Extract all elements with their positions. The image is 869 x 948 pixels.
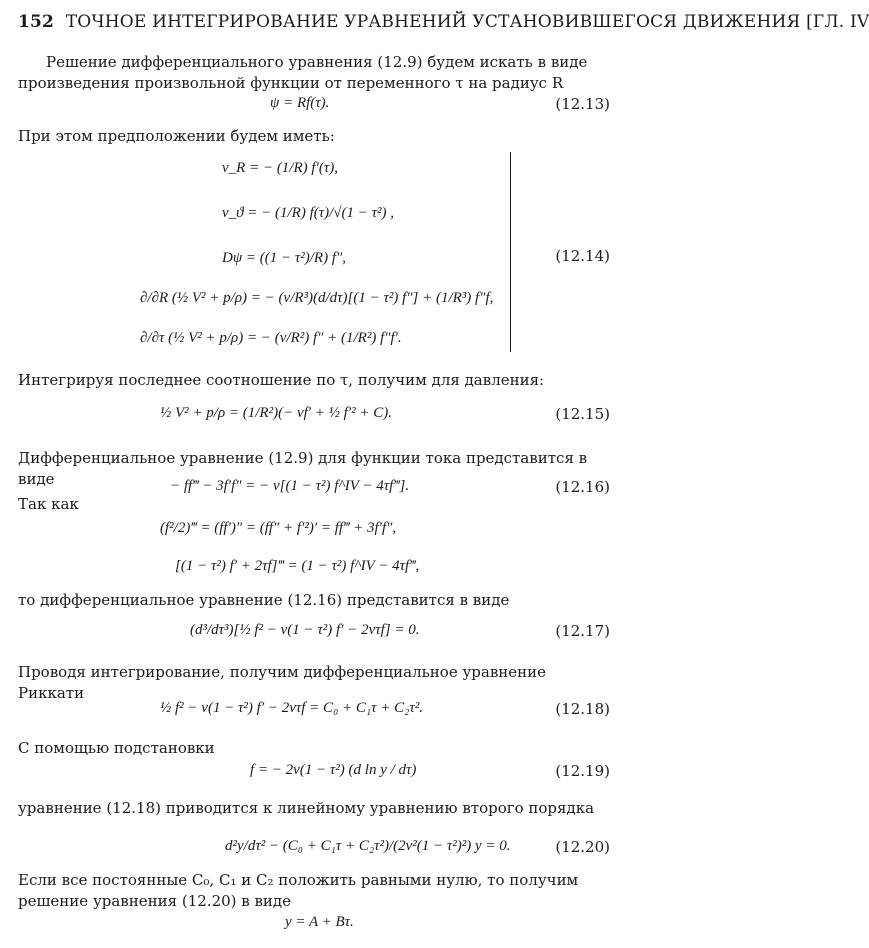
equation-aux-1: (f²/2)‴ = (ff′)″ = (ff″ + f′²)′ = ff‴ + 3f′f″, (160, 520, 397, 536)
equation-12-14d: ∂/∂R (½ V² + p/ρ) = − (ν/R³)(d/dτ)[(1 − τ²) f″] + (1/R³) f″f, (140, 290, 494, 306)
equation-brace (510, 152, 517, 352)
equation-12-16: − ff‴ − 3f′f″ = − ν[(1 − τ²) f^IV − 4τf‴]. (170, 478, 410, 494)
equation-12-18: ½ f² − ν(1 − τ²) f′ − 2ντf = C₀ + C₁τ + C₂τ². (160, 700, 423, 716)
equation-12-14b: v_ϑ = − (1/R) f(τ)/√(1 − τ²) , (222, 205, 394, 221)
eq-number-12-13: (12.13) (555, 95, 610, 113)
equation-12-17: (d³/dτ³)[½ f² − ν(1 − τ²) f′ − 2ντf] = 0. (190, 622, 420, 638)
equation-solution: y = A + Bτ. (285, 914, 354, 930)
equation-12-14c: Dψ = ((1 − τ²)/R) f″, (222, 250, 346, 266)
eq-number-12-15: (12.15) (555, 405, 610, 423)
eq-number-12-20: (12.20) (555, 838, 610, 856)
equation-12-14e: ∂/∂τ (½ V² + p/ρ) = − (ν/R²) f″ + (1/R²) f″f′. (140, 330, 402, 346)
eq-number-12-14: (12.14) (555, 247, 610, 265)
eq-number-12-16: (12.16) (555, 478, 610, 496)
paragraph-7: Проводя интегрирование, получим дифференциальное уравнение Риккати (18, 663, 547, 702)
eq-number-12-18: (12.18) (555, 700, 610, 718)
paragraph-6: то дифференциальное уравнение (12.16) представится в виде (18, 591, 510, 609)
paragraph-8: С помощью подстановки (18, 739, 215, 757)
paragraph-10: Если все постоянные C₀, C₁ и C₂ положить равными нулю, то получим решение уравнения (12.20) в виде (18, 871, 579, 910)
equation-aux-2: [(1 − τ²) f′ + 2τf]‴ = (1 − τ²) f^IV − 4τf‴, (175, 558, 420, 574)
paragraph-1: Решение дифференциального уравнения (12.9) будем искать в виде произведения произвольной функции от переменного τ на радиус R (18, 53, 588, 92)
page-header (18, 12, 869, 32)
paragraph-3: Интегрируя последнее соотношение по τ, получим для давления: (18, 371, 545, 389)
eq-number-12-17: (12.17) (555, 622, 610, 640)
equation-12-14a: v_R = − (1/R) f′(τ), (222, 160, 338, 176)
paragraph-4: Дифференциальное уравнение (12.9) для функции тока представится в виде (18, 449, 588, 488)
equation-12-15: ½ V² + p/ρ = (1/R²)(− νf′ + ½ f′² + C). (160, 405, 393, 421)
equation-12-20: d²y/dτ² − (C₀ + C₁τ + C₂τ²)/(2ν²(1 − τ²)²) y = 0. (225, 838, 511, 854)
eq-number-12-19: (12.19) (555, 762, 610, 780)
equation-12-13: ψ = Rf(τ). (270, 95, 330, 111)
paragraph-5: Так как (18, 495, 79, 513)
equation-12-19: f = − 2ν(1 − τ²) (d ln y / dτ) (250, 762, 417, 778)
page-number: 152 (18, 12, 55, 32)
paragraph-9: уравнение (12.18) приводится к линейному уравнению второго порядка (18, 799, 595, 817)
running-title: ТОЧНОЕ ИНТЕГРИРОВАНИЕ УРАВНЕНИЙ УСТАНОВИВШЕГОСЯ ДВИЖЕНИЯ [ГЛ. IV (65, 12, 869, 32)
paragraph-2: При этом предположении будем иметь: (18, 127, 335, 145)
